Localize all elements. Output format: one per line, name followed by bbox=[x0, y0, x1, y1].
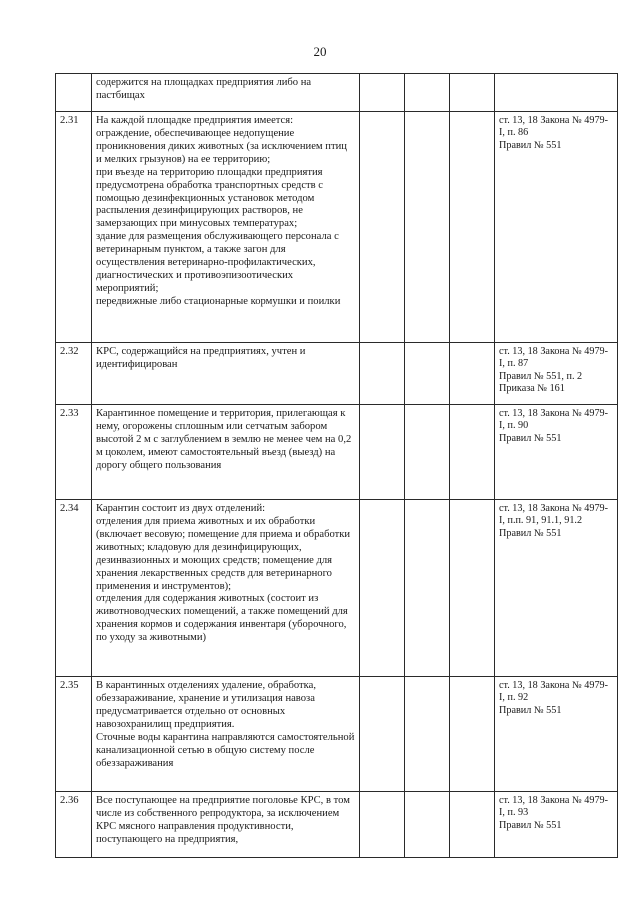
row-number: 2.31 bbox=[56, 112, 92, 343]
legal-reference: ст. 13, 18 Закона № 4979-I, п. 90 Правил № 551 bbox=[495, 405, 618, 500]
answer-cell bbox=[360, 112, 405, 343]
table-row bbox=[56, 112, 618, 343]
answer-cell bbox=[405, 500, 450, 677]
legal-reference: ст. 13, 18 Закона № 4979-I, п.п. 91, 91.1, 91.2 Правил № 551 bbox=[495, 500, 618, 677]
answer-cell bbox=[360, 74, 405, 112]
row-number: 2.36 bbox=[56, 792, 92, 858]
legal-reference: ст. 13, 18 Закона № 4979-I, п. 86 Правил № 551 bbox=[495, 112, 618, 343]
legal-reference: ст. 13, 18 Закона № 4979-I, п. 93 Правил № 551 bbox=[495, 792, 618, 858]
requirement-text: КРС, содержащийся на предприятиях, учтен и идентифицирован bbox=[92, 343, 360, 405]
answer-cell bbox=[450, 343, 495, 405]
answer-cell bbox=[450, 677, 495, 792]
requirement-text: Карантин состоит из двух отделений: отделения для приема животных и их обработки (включает весовую; помещение для приема и обработки животных; кладовую для дезинфицирующих, дезинвазионных и моющих средств; помещение для хранения лекарственных средств для ветеринарного применения и инструментов); отделения для содержания животных (состоит из животноводческих помещений, а также помещений для хранения кормов и содержания инвентаря (уборочного, по уходу за животными) bbox=[92, 500, 360, 677]
answer-cell bbox=[360, 677, 405, 792]
answer-cell bbox=[360, 500, 405, 677]
checklist-table bbox=[55, 73, 618, 858]
legal-reference bbox=[495, 74, 618, 112]
legal-reference: ст. 13, 18 Закона № 4979-I, п. 87 Правил № 551, п. 2 Приказа № 161 bbox=[495, 343, 618, 405]
answer-cell bbox=[450, 792, 495, 858]
requirement-text: На каждой площадке предприятия имеется: ограждение, обеспечивающее недопущение проникновения диких животных (за исключением птиц и мелких грызунов) на ее территорию; при въезде на территорию площадки предприятия предусмотрена обработка транспортных средств с помощью дезинфекционных установок методом распыления дезинфицирующих растворов, не замерзающих при минусовых температурах; здание для размещения обслуживающего персонала с ветеринарным пунктом, а также загон для осуществления ветеринарно-профилактических, диагностических и противоэпизоотических мероприятий; передвижные либо стационарные кормушки и поилки bbox=[92, 112, 360, 343]
row-number: 2.32 bbox=[56, 343, 92, 405]
answer-cell bbox=[405, 792, 450, 858]
table-row bbox=[56, 792, 618, 858]
table-row bbox=[56, 405, 618, 500]
answer-cell bbox=[360, 343, 405, 405]
legal-reference: ст. 13, 18 Закона № 4979-I, п. 92 Правил № 551 bbox=[495, 677, 618, 792]
answer-cell bbox=[450, 405, 495, 500]
answer-cell bbox=[450, 500, 495, 677]
answer-cell bbox=[405, 677, 450, 792]
page-number: 20 bbox=[313, 44, 327, 59]
table-row bbox=[56, 677, 618, 792]
requirement-text: содержится на площадках предприятия либо на пастбищах bbox=[92, 74, 360, 112]
answer-cell bbox=[405, 405, 450, 500]
answer-cell bbox=[405, 343, 450, 405]
table-row bbox=[56, 343, 618, 405]
answer-cell bbox=[405, 112, 450, 343]
answer-cell bbox=[405, 74, 450, 112]
table-row bbox=[56, 74, 618, 112]
row-number: 2.35 bbox=[56, 677, 92, 792]
answer-cell bbox=[450, 112, 495, 343]
requirement-text: Карантинное помещение и территория, прилегающая к нему, огорожены сплошным или сетчатым забором высотой 2 м с заглублением в землю не менее чем на 0,2 м цоколем, имеют самостоятельный въезд (выезд) на дорогу общего пользования bbox=[92, 405, 360, 500]
requirement-text: В карантинных отделениях удаление, обработка, обеззараживание, хранение и утилизация навоза предусматривается отдельно от основных навозохранилищ предприятия. Сточные воды карантина направляются самостоятельной канализационной сетью в общую систему после обеззараживания bbox=[92, 677, 360, 792]
answer-cell bbox=[360, 405, 405, 500]
row-number: 2.34 bbox=[56, 500, 92, 677]
row-number: 2.33 bbox=[56, 405, 92, 500]
answer-cell bbox=[360, 792, 405, 858]
table-row bbox=[56, 500, 618, 677]
requirement-text: Все поступающее на предприятие поголовье КРС, в том числе из собственного репродуктора, за исключением КРС мясного направления продуктивности, поступающего на предприятия, bbox=[92, 792, 360, 858]
row-number bbox=[56, 74, 92, 112]
answer-cell bbox=[450, 74, 495, 112]
